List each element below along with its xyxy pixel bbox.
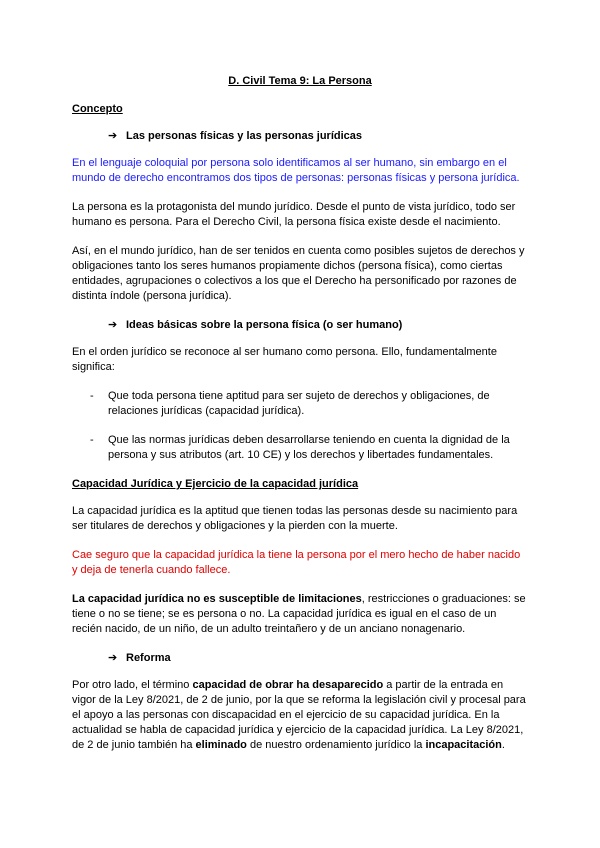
reforma-text-g: .: [501, 739, 505, 751]
arrow-icon: ➔: [108, 652, 118, 664]
arrow-icon: ➔: [108, 130, 118, 142]
list-item-text: Que toda persona tiene aptitud para ser sujeto de derechos y obligaciones, de relaciones jurídicas (capacidad jurídica).: [108, 390, 490, 417]
dash-bullet: -: [90, 390, 94, 402]
reforma-subheading: [108, 651, 528, 666]
list-item-text: Que las normas jurídicas deben desarrollarse teniendo en cuenta la dignidad de la persona y sus atributos (art. 10 CE) y los derechos y libertades fundamentales.: [108, 434, 510, 461]
reforma-bold-eliminado: eliminado: [195, 739, 247, 751]
ideas-subheading: [108, 318, 528, 333]
paragraph-orden-juridico: En el orden jurídico se reconoce al ser humano como persona. Ello, fundamentalmente significa:: [72, 346, 497, 373]
paragraph-capacidad-definicion: La capacidad jurídica es la aptitud que tienen todas las personas desde su nacimiento para ser titulares de derechos y obligaciones y la pierden con la muerte.: [72, 505, 518, 532]
personas-subheading: [108, 129, 528, 144]
paragraph-protagonista: La persona es la protagonista del mundo jurídico. Desde el punto de vista jurídico, todo ser humano es persona. Para el Derecho Civil, la persona física existe desde el nacimiento.: [72, 201, 516, 228]
list-item: [72, 433, 528, 463]
limitaciones-rest: , restricciones o graduaciones: se tiene o no se tiene; se es persona o no. La capacidad jurídica es igual en el caso de un recién nacido, de un niño, de un adulto treintañero y de un anciano nonagenario.: [72, 593, 526, 635]
reforma-bold-incapacitacion: incapacitación: [425, 739, 502, 751]
paragraph-lenguaje-coloquial: En el lenguaje coloquial por persona solo identificamos al ser humano, sin embargo en el mundo de derecho encontramos dos tipos de personas: personas físicas y persona jurídica.: [72, 157, 520, 184]
concepto-heading: Concepto: [72, 103, 123, 115]
paragraph-limitaciones: [72, 592, 528, 637]
reforma-text-e: de nuestro ordenamiento jurídico la: [246, 739, 426, 751]
bullet-list: [72, 389, 528, 463]
reforma-text-a: Por otro lado, el término: [72, 679, 193, 691]
paragraph-reforma: [72, 678, 528, 753]
reforma-text-c: a partir de la entrada en vigor de la Ley 8/2021, de 2 de junio, por la que se reforma la legislación civil y procesal para el apoyo a las personas con discapacidad en el ejercicio de su capacidad jurídica. En la actualidad se habla de capacidad jurídica y ejercicio de la capacidad jurídica. La Ley 8/2021, de 2 de junio también ha: [72, 679, 526, 751]
limitaciones-bold: La capacidad jurídica no es susceptible de limitaciones: [72, 593, 362, 605]
list-item: [72, 389, 528, 419]
ideas-subheading-text: Ideas básicas sobre la persona física (o ser humano): [126, 319, 403, 331]
document-title: D. Civil Tema 9: La Persona: [228, 75, 372, 87]
arrow-icon: ➔: [108, 319, 118, 331]
paragraph-cae-seguro: Cae seguro que la capacidad jurídica la tiene la persona por el mero hecho de haber nacido y deja de tenerla cuando fallece.: [72, 549, 521, 576]
dash-bullet: -: [90, 434, 94, 446]
capacidad-heading: Capacidad Jurídica y Ejercicio de la capacidad jurídica: [72, 478, 359, 490]
personas-subheading-text: Las personas físicas y las personas jurídicas: [126, 130, 363, 142]
paragraph-sujetos-derechos: Así, en el mundo jurídico, han de ser tenidos en cuenta como posibles sujetos de derechos y obligaciones tanto los seres humanos propiamente dichos (persona física), como ciertas entidades, agrupaciones o colectivos a los que el Derecho ha personificado por razones de distinta índole (persona jurídica).: [72, 245, 525, 302]
reforma-bold-capacidad: capacidad de obrar ha desaparecido: [192, 679, 384, 691]
reforma-subheading-text: Reforma: [126, 652, 171, 664]
